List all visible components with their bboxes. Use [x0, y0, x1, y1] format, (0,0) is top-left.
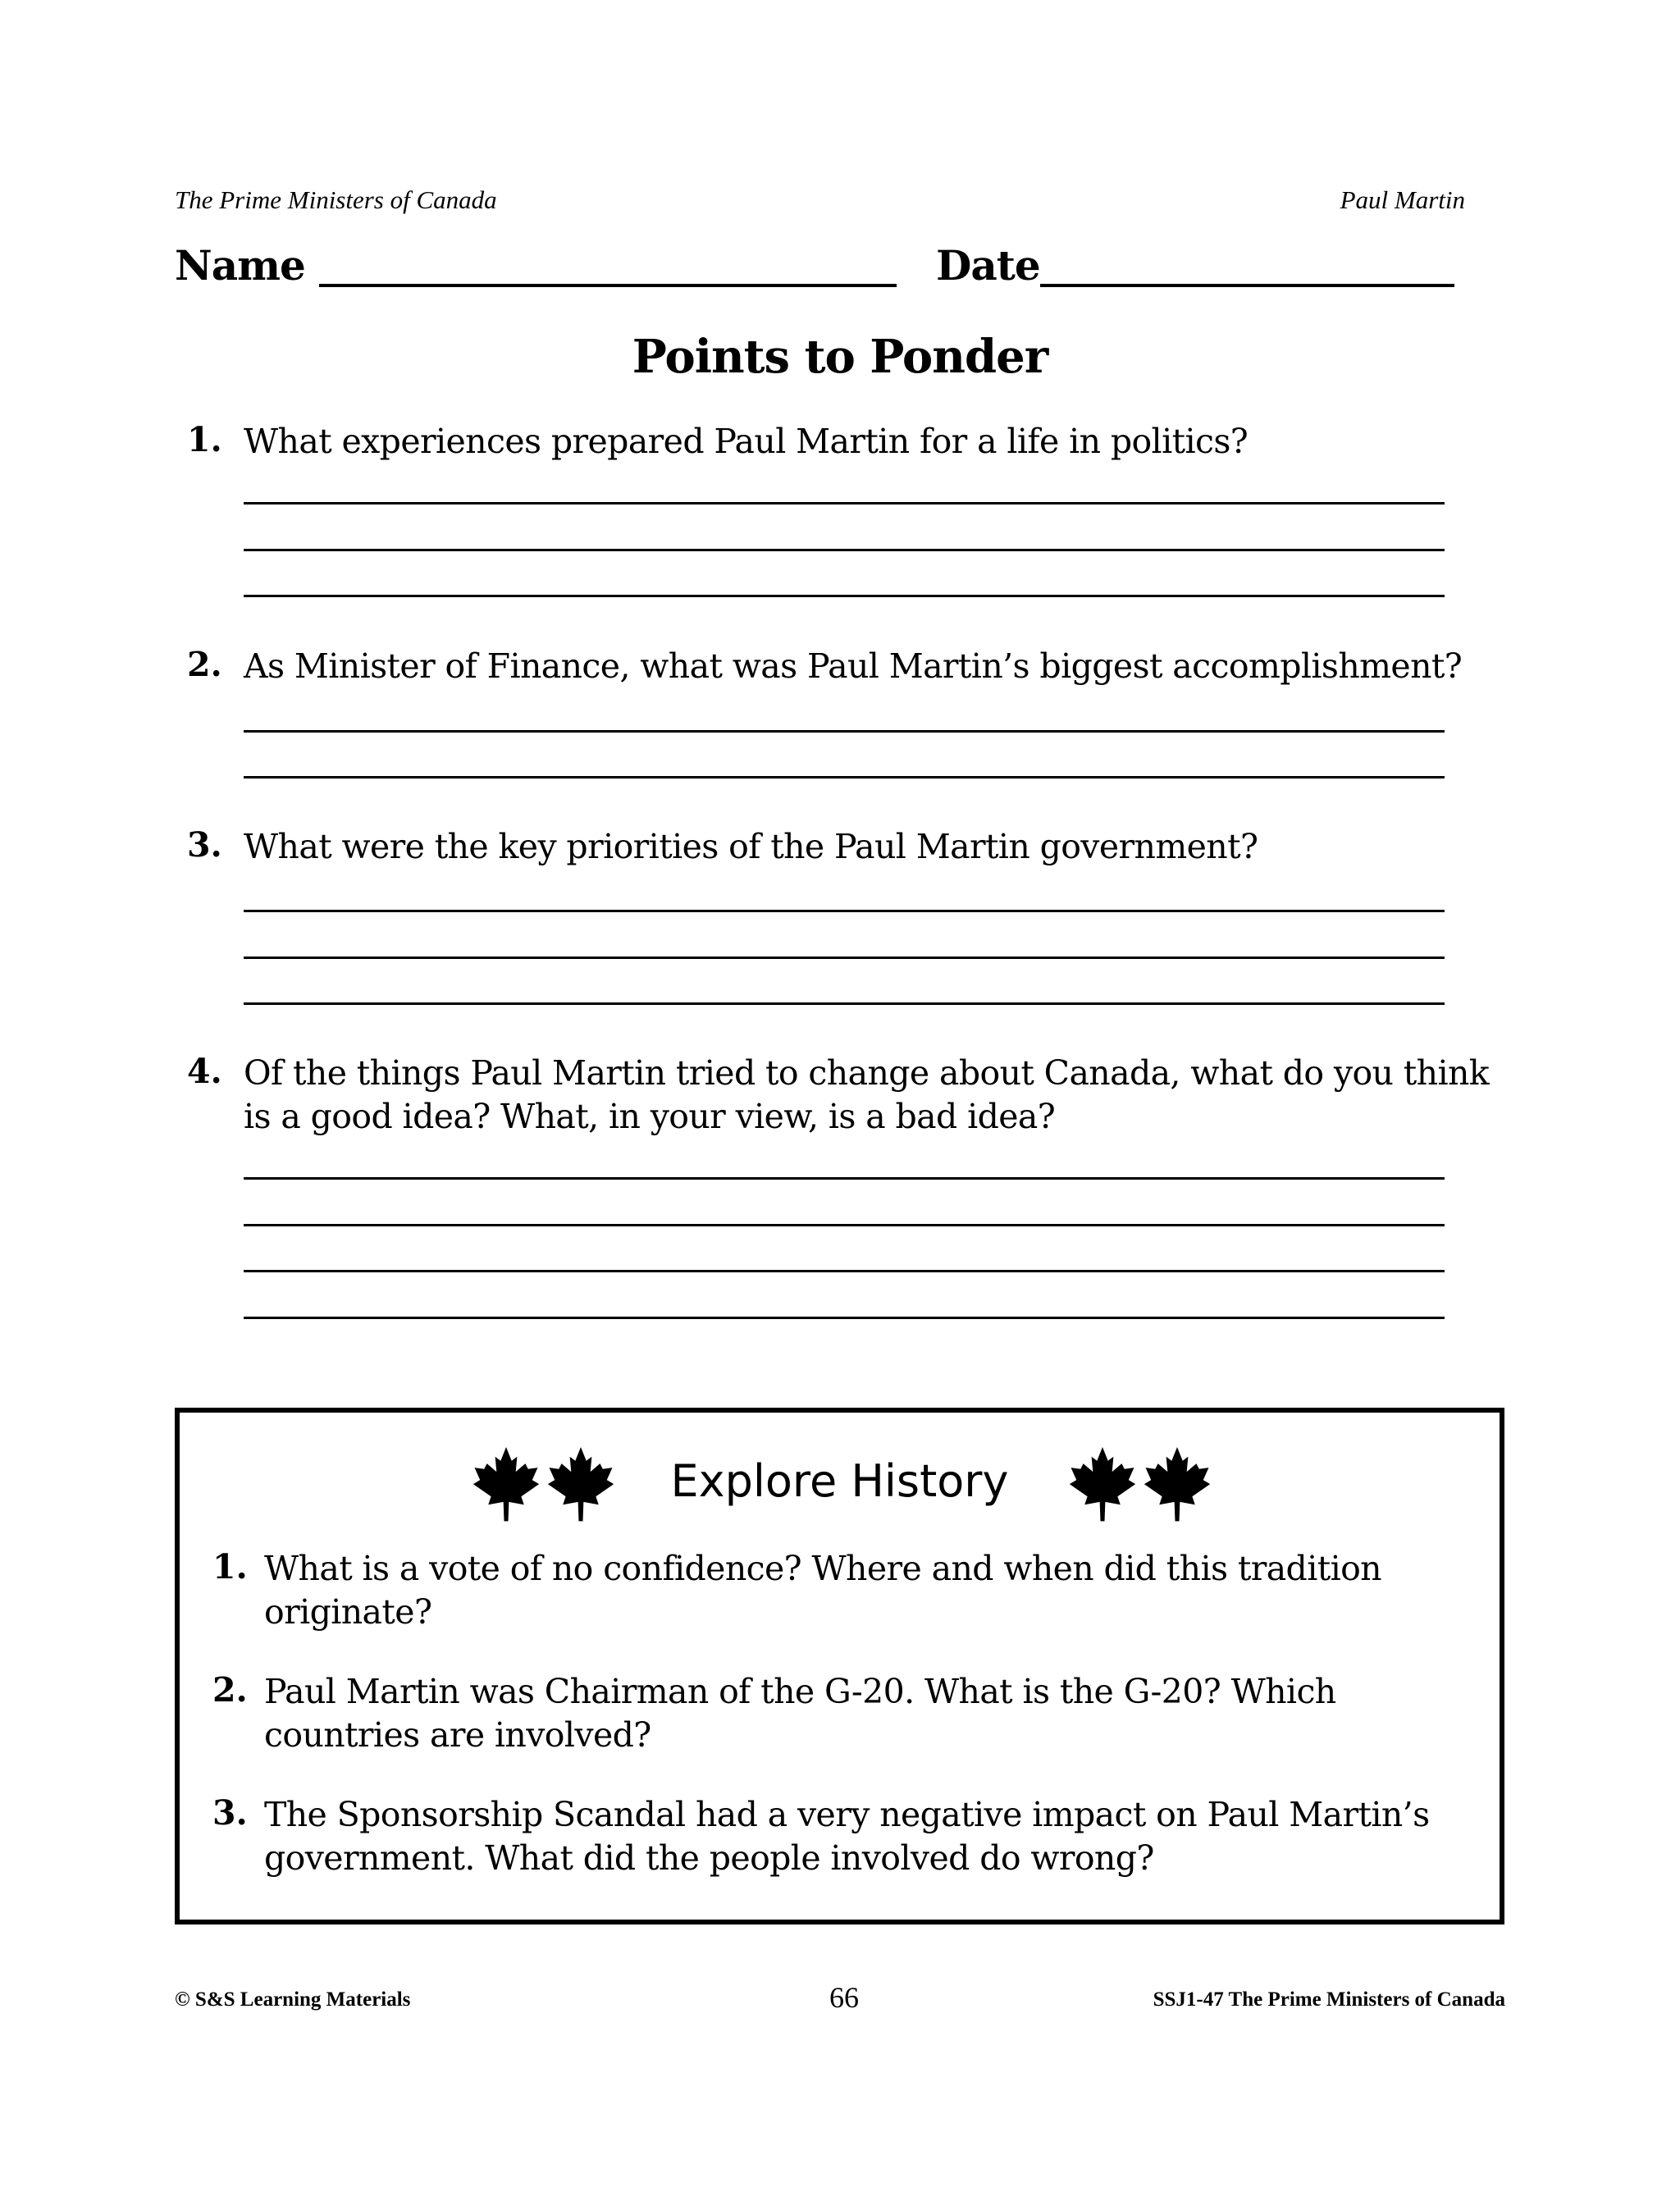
answer-line: [244, 776, 1445, 778]
answer-line: [244, 595, 1445, 597]
explore-item-text: Paul Martin was Chairman of the G-20. What is the G-20? Which countries are involved?: [264, 1672, 1336, 1755]
maple-leaf-icon: [1142, 1447, 1212, 1523]
name-label: Name: [175, 241, 305, 290]
explore-history-title: Explore History: [670, 1455, 1009, 1507]
explore-item-number: 2.: [212, 1670, 248, 1710]
answer-line: [244, 1270, 1445, 1272]
answer-line: [244, 730, 1445, 733]
question-text: Of the things Paul Martin tried to change about Canada, what do you think is a good idea? What, in your view, is a bad idea?: [244, 1053, 1490, 1136]
explore-item-text: What is a vote of no confidence? Where and when did this tradition originate?: [264, 1549, 1381, 1632]
explore-item-number: 3.: [212, 1793, 248, 1833]
explore-item-number: 1.: [212, 1547, 248, 1587]
series-footer: SSJ1-47 The Prime Ministers of Canada: [1153, 1988, 1505, 2011]
answer-line: [244, 1317, 1445, 1319]
answer-line: [244, 549, 1445, 551]
book-title-header: The Prime Ministers of Canada: [175, 185, 497, 214]
question-text: As Minister of Finance, what was Paul Martin’s biggest accomplishment?: [244, 646, 1463, 686]
question-number: 4.: [187, 1052, 222, 1091]
answer-line: [244, 502, 1445, 505]
answer-line: [244, 1177, 1445, 1180]
date-label: Date: [936, 241, 1040, 290]
page-number: 66: [829, 1981, 859, 2014]
student-fields: [175, 241, 1454, 290]
answer-line: [244, 1002, 1445, 1005]
copyright-footer: © S&S Learning Materials: [175, 1988, 411, 2011]
question-number: 2.: [187, 645, 222, 684]
explore-history-box: [175, 1408, 1504, 1924]
question-number: 1.: [187, 420, 222, 459]
maple-leaf-icon: [1067, 1447, 1138, 1523]
explore-item-text: The Sponsorship Scandal had a very negative impact on Paul Martin’s government. What did the people involved do wrong?: [264, 1795, 1430, 1878]
answer-line: [244, 1224, 1445, 1226]
question-number: 3.: [187, 825, 222, 865]
page-title: Points to Ponder: [632, 330, 1048, 384]
date-blank-line: [1040, 284, 1454, 287]
question-text: What experiences prepared Paul Martin for a life in politics?: [244, 422, 1249, 461]
subject-header: Paul Martin: [1340, 185, 1465, 214]
name-blank-line: [319, 284, 897, 287]
answer-line: [244, 910, 1445, 912]
answer-line: [244, 957, 1445, 959]
question-text: What were the key priorities of the Paul Martin government?: [244, 827, 1258, 866]
